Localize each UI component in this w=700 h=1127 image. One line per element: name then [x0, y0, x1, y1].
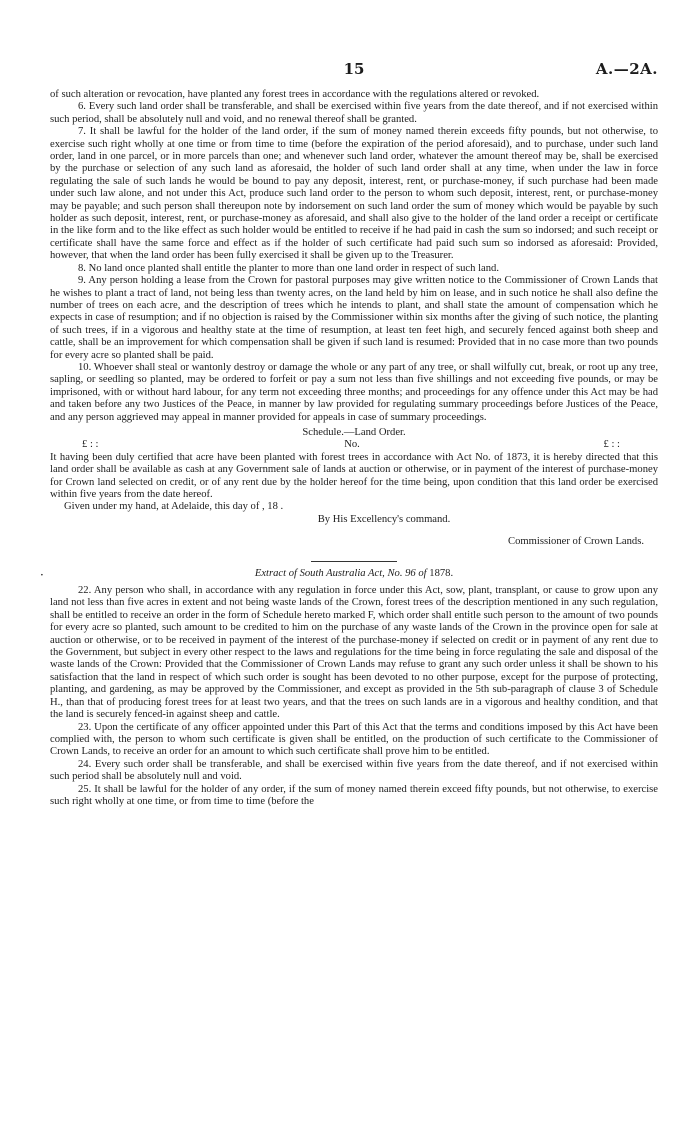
section-25: 25. It shall be lawful for the holder of any order, if the sum of money named therein exceed fifty pounds, but not otherwise, to exercise such right wholly at one time, or from time to time (before the: [50, 783, 658, 807]
section-24: 24. Every such order shall be transferable, and shall be exercised within five years from the date thereof, and if not exercised within such period shall be absolutely null and void.: [50, 758, 658, 783]
schedule-command: By His Excellency's command.: [317, 513, 451, 525]
amount-right: £ : :: [603, 439, 620, 451]
section-6: 6. Every such land order shall be transferable, and shall be exercised within five years from the date thereof, and if not exercised within such period, shall be absolutely null and void, and no renewal thereof shall be granted.: [50, 101, 658, 125]
amount-left: £ : :: [82, 439, 99, 451]
schedule-body: It having been duly certified that acre have been planted with forest trees in accordance with Act No. of 1873, it is hereby directed that this land order shall be available as cash at any Government sale of lands at auction or otherwise, or in payment of the interest of purchase-money for Crown land selected on credit, or of any rent due by the holder hereof for the time being, upon condition that this land order be exercised within five years from the date hereof.: [50, 451, 658, 500]
page-number: 15: [343, 60, 365, 78]
schedule-title: Schedule.—Land Order.: [302, 426, 406, 438]
section-8: 8. No land once planted shall entitle the planter to more than one land order in respect of such land.: [78, 262, 499, 274]
paragraph-intro: of such alteration or revocation, have planted any forest trees in accordance with the regulations altered or revoked.: [50, 89, 540, 100]
section-23: 23. Upon the certificate of any officer appointed under this Part of this Act that the terms and conditions imposed by this Act have been complied with, the person to whom such certificate is given shall be entitled, on the production of such certificate to the Commissioner of Crown Lands, to receive an order for an amount to which such certificate shall prove him to be entitled.: [50, 721, 658, 758]
order-number-label: No.: [344, 439, 360, 451]
section-7: 7. It shall be lawful for the holder of the land order, if the sum of money named therein exceeds fifty pounds, but not otherwise, to exercise such right wholly at one time or from time to time (before the expiration of the period aforesaid), and to purchase, under such land order, land in one parcel, or in more parcels than one; and whenever such land order, whatever the amount thereof may be, shall be exercised by the purchase or selection of any such land as aforesaid, the holder of such land order shall at any time, when under the law in force regulating the sale of such lands he would be bound to pay any deposit, interest, rent, or purchase-money, if such purchase had been made under such law alone, and not under this Act, produce such land order to the person to whom such deposit, interest, rent, or purchase-money may be payable; and such person shall thereupon note by indorsement on such land order the sum of money which would be payable by such holder as such deposit, interest, rent, or purchase-money as aforesaid, and shall also give to the holder of the land order a receipt or certificate in the like form and to the like effect as such holder would be entitled to receive if he had paid in cash the sum so indorsed; and such receipt or certificate shall have the same force and effect as if the holder of such certificate had paid such sum so indorsed as aforesaid: Provided, however, that when the land order has been fully exercised it shall be given up to the Treasurer.: [50, 126, 658, 262]
extract-title-year: 1878.: [429, 567, 454, 579]
document-body: [50, 89, 658, 808]
section-9: 9. Any person holding a lease from the Crown for pastoral purposes may give written notice to the Commissioner of Crown Lands that he wishes to plant a tract of land, not being less than twenty acres, on the land held by him on lease, and in such notice he shall also define the number of trees on each acre, and the description of trees which he intends to plant, and shall state the amount of compensation which he expects in case of resumption; and if no objection is raised by the Commissioner within six months after the giving of such notice, the planting of such trees, if in a vigorous and healthy state at the time of resumption, at least ten feet high, and securely fenced against both sheep and cattle, shall be an improvement for which compensation shall be given if such land is resumed: Provided that in no case more than two pounds for every acre so planted shall be paid.: [50, 275, 658, 361]
schedule-given-line: Given under my hand, at Adelaide, this day of , 18 .: [64, 501, 284, 513]
section-10: 10. Whoever shall steal or wantonly destroy or damage the whole or any part of any tree, or shall wilfully cut, break, or root up any tree, sapling, or seedling so planted, may be ordered to forfeit or pay a sum not less than five shillings and not exceeding five pounds, or may be imprisoned, with or without hard labour, for any term not exceeding three months; and proceedings for any offence under this Act may be had and taken before any two Justices of the Peace, in manner by law provided for regulating summary proceedings before Justices of the Peace, and any person aggrieved may appeal in manner provided for appeals in case of summary proceedings.: [50, 361, 658, 423]
document-reference: A.—2A.: [595, 60, 658, 78]
margin-mark: ·: [40, 568, 44, 582]
schedule-signatory: Commissioner of Crown Lands.: [508, 536, 644, 548]
section-divider: [311, 561, 397, 562]
extract-title: [50, 568, 658, 580]
extract-title-italic: Extract of South Australia Act, No. 96 of: [254, 567, 427, 579]
schedule-amount-row: [50, 439, 658, 451]
section-22: 22. Any person who shall, in accordance with any regulation in force under this Act, sow, plant, transplant, or cause to grow upon any land not less than five acres in extent and not being waste lands of the Crown, forest trees of the description mentioned in any such regulation, shall be entitled to receive an order in the form of Schedule hereto marked F, which order shall entitle such person to the amount of two pounds for every acre so planted, such amount to be credited to him on the purchase of any waste lands of the Crown in the province open for sale at auction or otherwise, or to be received in payment of the interest of the purchase-money if selected on credit or in payment of any rent due to the Government, but subject in every other respect to the laws and regulations for the time being in force regulating the sale and disposal of the waste lands of the Crown: Provided that the Commissioner of Crown Lands may refuse to grant any such order unless it shall be shown to his satisfaction that the land in respect of which such order is sought has been devoted to no other purpose, except for the purpose of protecting, planting, and gardening, as may be approved by the Commissioner, and except as provided in the 5th sub-paragraph of clause 3 of Schedule H., than that of producing forest trees for at least two years, and that the trees on such lands are in a vigorous and healthy condition, and that the land is securely fenced-in against sheep and cattle.: [50, 585, 658, 721]
page-header: [50, 60, 658, 82]
